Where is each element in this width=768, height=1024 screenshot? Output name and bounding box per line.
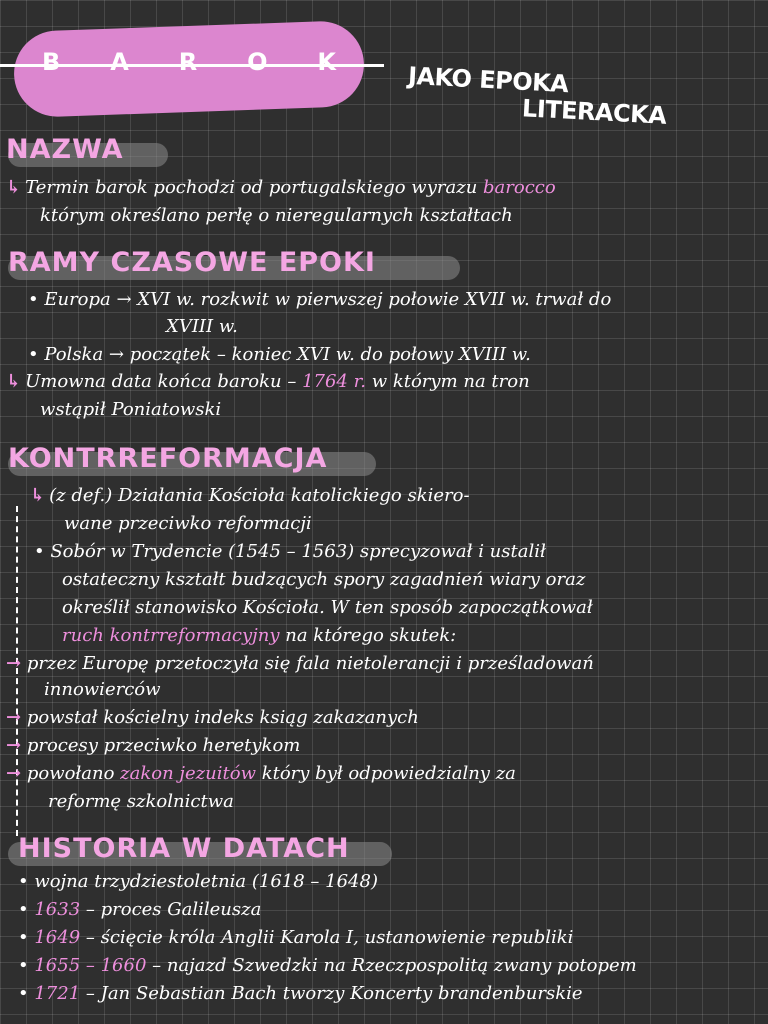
ramy-europa-line-1: • Europa → XVI w. rozkwit w pierwszej połowie XVII w. trwał do	[28, 289, 612, 310]
kontr-item-1-line-2: innowierców	[44, 679, 161, 700]
list-item: • wojna trzydziestoletnia (1618 – 1648)	[18, 871, 378, 892]
list-item: • 1655 – 1660 – najazd Szwedzki na Rzeczpospolitą zwany potopem	[18, 955, 637, 976]
nazwa-line-2: którym określano perłę o nieregularnych kształtach	[40, 205, 513, 226]
kontr-def-line-2: wane przeciwko reformacji	[64, 513, 312, 534]
kontr-sobor-line-3: określił stanowisko Kościoła. W ten sposób zapoczątkował	[62, 597, 593, 618]
historia-heading: HISTORIA W DATACH	[18, 833, 350, 864]
list-item: • 1633 – proces Galileusza	[18, 899, 262, 920]
ramy-polska-line: • Polska → początek – koniec XVI w. do połowy XVIII w.	[28, 344, 531, 365]
kontr-sobor-line-1: • Sobór w Trydencie (1545 – 1563) sprecyzował i ustalił	[34, 541, 546, 562]
kontr-item-2: → powstał kościelny indeks ksiąg zakazanych	[6, 707, 419, 728]
kontr-item-1: → przez Europę przetoczyła się fala nietolerancji i prześladowań	[6, 653, 594, 674]
kontr-item-4-line-2: reformę szkolnictwa	[48, 791, 234, 812]
kontrreformacja-heading: KONTRREFORMACJA	[8, 443, 328, 474]
list-item: • 1721 – Jan Sebastian Bach tworzy Koncerty brandenburskie	[18, 983, 583, 1004]
kontr-sobor-line-4: ruch kontrreformacyjny na którego skutek:	[62, 625, 457, 646]
title-letter: B	[42, 48, 63, 76]
ramy-europa-line-2: XVIII w.	[166, 316, 238, 337]
return-arrow-icon: ↳	[6, 177, 22, 198]
title-letter: A	[110, 48, 131, 76]
nazwa-heading: NAZWA	[6, 134, 124, 165]
arrow-right-icon: →	[6, 707, 22, 728]
kontr-item-3: → procesy przeciwko heretykom	[6, 735, 301, 756]
page-title	[40, 48, 340, 76]
nazwa-line-1: ↳ Termin barok pochodzi od portugalskiego wyrazu barocco	[6, 177, 556, 198]
kontr-sobor-line-2: ostateczny kształt budzących spory zagadnień wiary oraz	[62, 569, 586, 590]
title-letter: K	[317, 48, 338, 76]
subtitle-line-2: LITERACKA	[521, 94, 667, 130]
return-arrow-icon: ↳	[30, 485, 46, 506]
ramy-umowna-line-2: wstąpił Poniatowski	[40, 399, 222, 420]
kontr-item-4: → powołano zakon jezuitów który był odpowiedzialny za	[6, 763, 516, 784]
arrow-right-icon: →	[6, 653, 22, 674]
arrow-right-icon: →	[6, 735, 22, 756]
subtitle-line-1: JAKO EPOKA	[407, 61, 569, 99]
arrow-right-icon: →	[6, 763, 22, 784]
kontr-def-line-1: ↳ (z def.) Działania Kościoła katolickiego skiero-	[30, 485, 470, 506]
ramy-umowna-line-1: ↳ Umowna data końca baroku – 1764 r. w którym na tron	[6, 371, 530, 392]
ramy-heading: RAMY CZASOWE EPOKI	[8, 247, 376, 278]
title-letter: R	[178, 48, 200, 76]
title-letter: O	[247, 48, 270, 76]
list-item: • 1649 – ścięcie króla Anglii Karola I, ustanowienie republiki	[18, 927, 574, 948]
return-arrow-icon: ↳	[6, 371, 22, 392]
